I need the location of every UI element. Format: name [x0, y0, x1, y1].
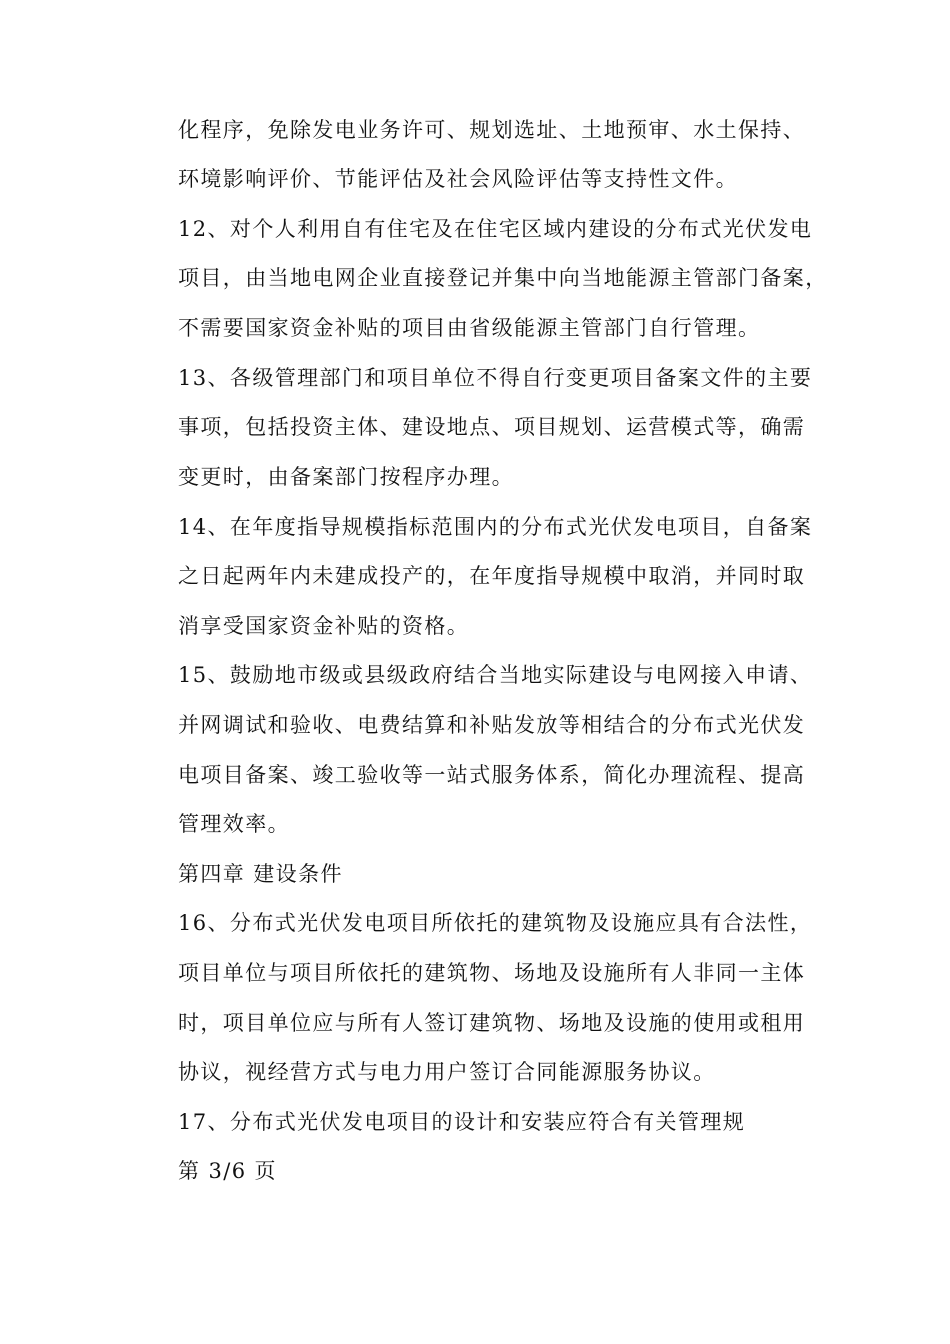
text-line: 17、分布式光伏发电项目的设计和安装应符合有关管理规 [178, 1110, 746, 1134]
text-line: 环境影响评价、节能评估及社会风险评估等支持性文件。 [178, 167, 738, 191]
chapter-heading: 第四章 建设条件 [178, 862, 343, 886]
text-line: 16、分布式光伏发电项目所依托的建筑物及设施应具有合法性， [178, 911, 813, 935]
text-line: 13、各级管理部门和项目单位不得自行变更项目备案文件的主要 [178, 366, 813, 390]
text-line: 管理效率。 [178, 812, 290, 836]
text-line: 项目，由当地电网企业直接登记并集中向当地能源主管部门备案， [178, 266, 828, 290]
text-line: 电项目备案、竣工验收等一站式服务体系，简化办理流程、提高 [178, 763, 806, 787]
text-line: 事项，包括投资主体、建设地点、项目规划、运营模式等，确需 [178, 415, 806, 439]
text-line: 协议，视经营方式与电力用户签订合同能源服务协议。 [178, 1060, 716, 1084]
text-line: 之日起两年内未建成投产的，在年度指导规模中取消，并同时取 [178, 564, 806, 588]
text-line: 不需要国家资金补贴的项目由省级能源主管部门自行管理。 [178, 316, 761, 340]
text-line: 化程序，免除发电业务许可、规划选址、土地预审、水土保持、 [178, 118, 806, 142]
text-line: 项目单位与项目所依托的建筑物、场地及设施所有人非同一主体 [178, 961, 806, 985]
text-line: 消享受国家资金补贴的资格。 [178, 614, 470, 638]
text-line: 并网调试和验收、电费结算和补贴发放等相结合的分布式光伏发 [178, 713, 806, 737]
text-line: 15、鼓励地市级或县级政府结合当地实际建设与电网接入申请、 [178, 663, 813, 687]
text-line: 12、对个人利用自有住宅及在住宅区域内建设的分布式光伏发电 [178, 217, 813, 241]
page-number: 第 3/6 页 [178, 1159, 277, 1183]
text-line: 变更时，由备案部门按程序办理。 [178, 465, 514, 489]
text-line: 14、在年度指导规模指标范围内的分布式光伏发电项目，自备案 [178, 515, 813, 539]
text-line: 时，项目单位应与所有人签订建筑物、场地及设施的使用或租用 [178, 1011, 806, 1035]
